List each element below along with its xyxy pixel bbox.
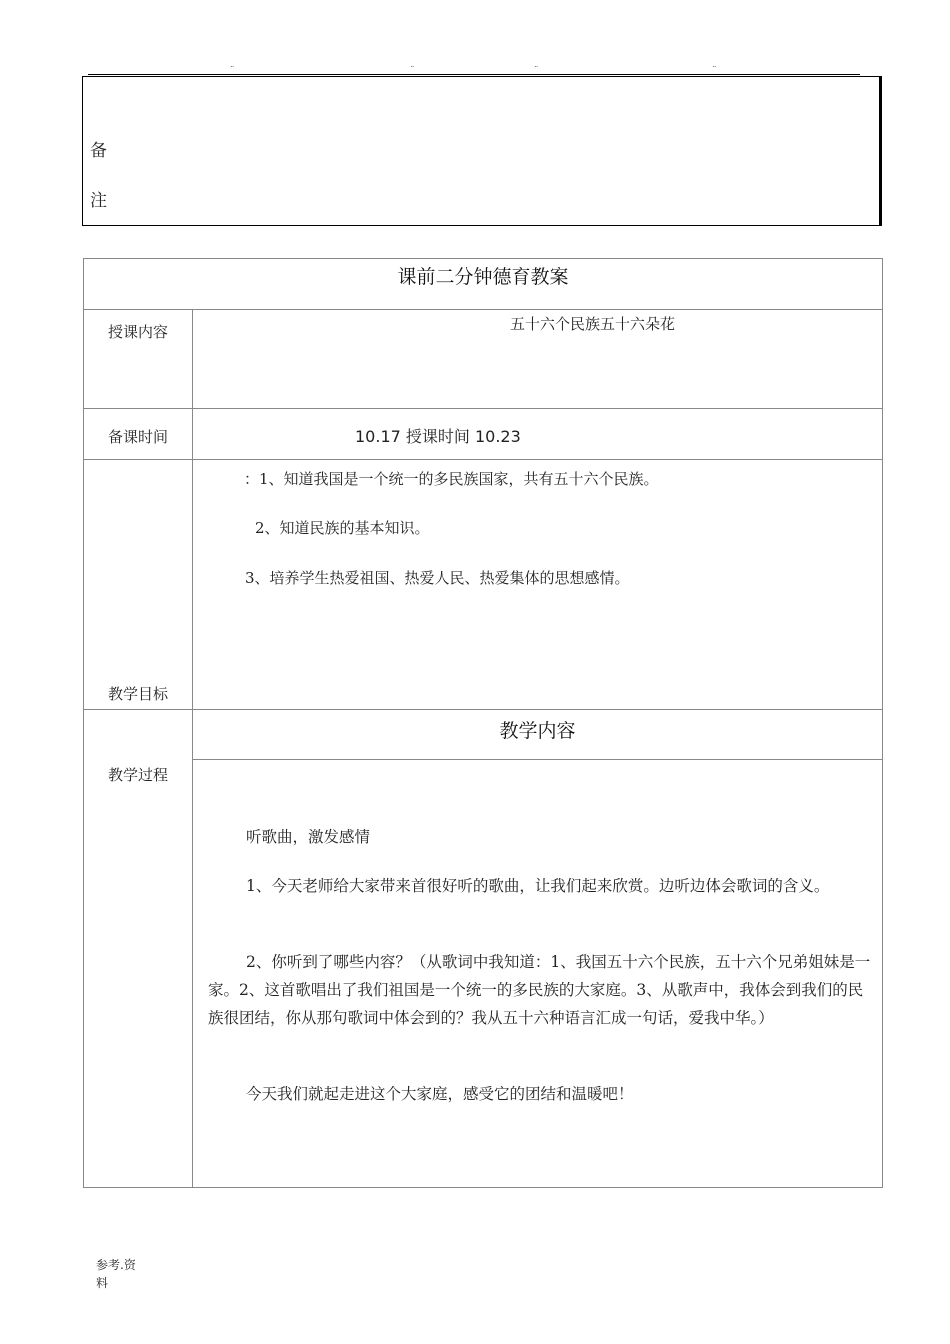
row-divider xyxy=(83,709,883,710)
footer-note xyxy=(96,1256,146,1292)
goal-item: 3、培养学生热爱祖国、热爱人民、热爱集体的思想感情。 xyxy=(245,569,630,587)
top-rule xyxy=(88,74,860,75)
prep-time-value: 10.17 授课时间 10.23 xyxy=(355,427,521,446)
process-header: 教学内容 xyxy=(499,720,576,742)
goal-item: 2、知道民族的基本知识。 xyxy=(255,519,430,537)
footer-line: 参考.资 xyxy=(96,1258,136,1272)
content-value: 五十六个民族五十六朵花 xyxy=(510,315,676,333)
process-label: 教学过程 xyxy=(107,766,168,784)
content-label: 授课内容 xyxy=(107,323,168,341)
process-paragraph: 听歌曲，激发感情 xyxy=(246,828,371,846)
column-divider xyxy=(192,309,193,1188)
process-paragraph: 今天我们就起走进这个大家庭，感受它的团结和温暖吧！ xyxy=(246,1085,634,1103)
remark-label-char: 备 xyxy=(90,141,107,161)
row-divider xyxy=(83,408,883,409)
process-paragraph: 1、今天老师给大家带来首很好听的歌曲，让我们起来欣赏。边听边体会歌词的含义。 xyxy=(246,877,830,895)
footer-line: 料 xyxy=(96,1276,109,1290)
dot-mark: ¨ xyxy=(230,66,235,76)
dot-mark: ¨ xyxy=(410,66,415,76)
row-divider xyxy=(192,759,883,760)
process-paragraph: 2、你听到了哪些内容？（从歌词中我知道：1、我国五十六个民族，五十六个兄弟姐妹是一家。2、这首歌唱出了我们祖国是一个统一的多民族的大家庭。3、从歌声中，我体会到我们的民族很团结，你从那句歌词中体会到的？我从五十六种语言汇成一句话，爱我中华。） xyxy=(208,953,871,1027)
remark-box xyxy=(82,76,882,226)
dot-mark: ¨ xyxy=(534,66,539,76)
goal-item: ：1、知道我国是一个统一的多民族国家，共有五十六个民族。 xyxy=(244,470,659,488)
row-divider xyxy=(83,459,883,460)
row-divider xyxy=(83,309,883,310)
page-title: 课前二分钟德育教案 xyxy=(397,266,569,288)
remark-label-char: 注 xyxy=(90,191,107,211)
prep-time-label: 备课时间 xyxy=(107,428,168,446)
dot-mark: ¨ xyxy=(712,66,717,76)
goals-label: 教学目标 xyxy=(107,685,168,703)
